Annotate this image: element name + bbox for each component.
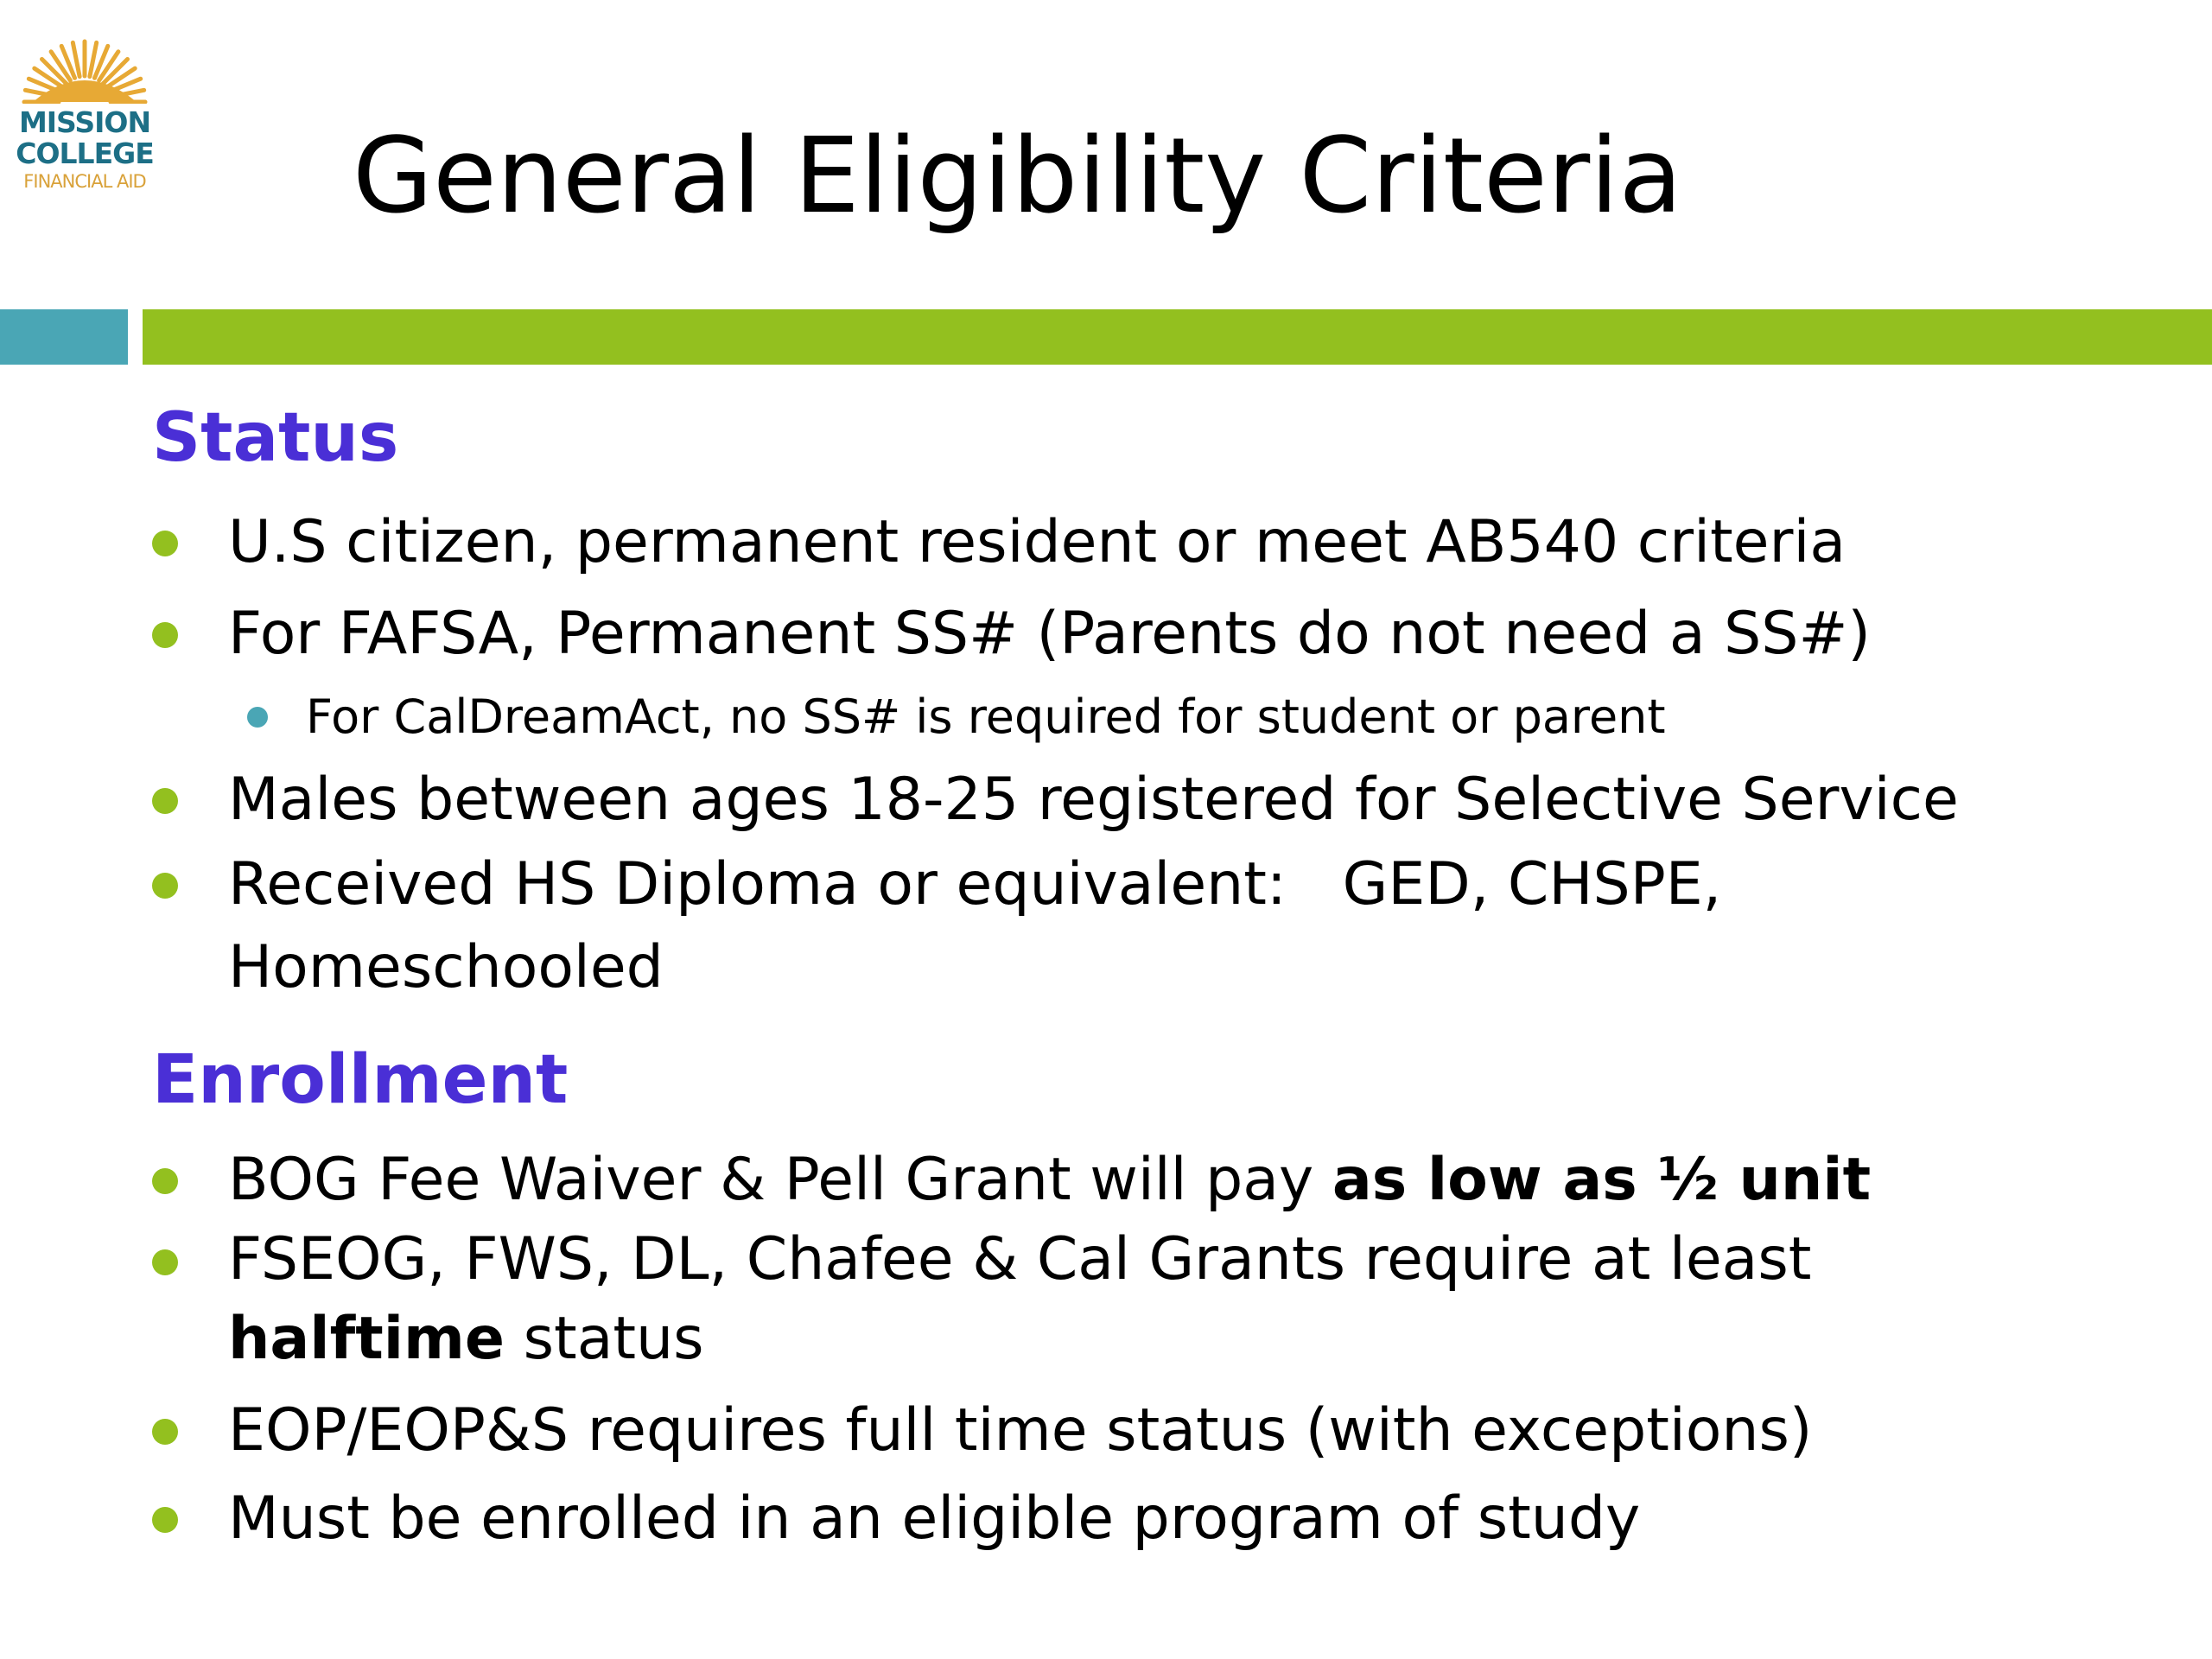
- status-item-citizenship: U.S citizen, permanent resident or meet AB540 criteria: [228, 501, 1846, 584]
- sunburst-icon: [16, 35, 154, 104]
- diploma-line-1: Received HS Diploma or equivalent: GED, CHSPE,: [228, 850, 1722, 918]
- fseog-bold-text: halftime: [228, 1305, 505, 1373]
- page-title: General Eligibility Criteria: [353, 117, 1683, 237]
- enrollment-item-eop: EOP/EOP&S requires full time status (with exceptions): [228, 1389, 1812, 1472]
- logo-line-mission: MISSION: [18, 105, 151, 139]
- accent-bar-green: [143, 309, 2212, 365]
- status-subitem-caldreamact: For CalDreamAct, no SS# is required for student or parent: [306, 683, 1666, 752]
- enrollment-item-bog-pell: [228, 1139, 1871, 1222]
- mission-college-logo: [16, 35, 154, 207]
- logo-line-college: COLLEGE: [16, 137, 154, 170]
- enrollment-item-program: Must be enrolled in an eligible program of study: [228, 1478, 1640, 1560]
- bog-text: BOG Fee Waiver & Pell Grant will pay: [228, 1146, 1332, 1214]
- status-item-diploma: [228, 843, 1721, 1009]
- logo-line-financial-aid: FINANCIAL AID: [23, 171, 146, 192]
- enrollment-heading: Enrollment: [152, 1041, 569, 1119]
- diploma-line-2: Homeschooled: [228, 933, 664, 1001]
- status-item-selective-service: Males between ages 18-25 registered for Selective Service: [228, 759, 1959, 842]
- enrollment-item-fseog: [228, 1220, 1811, 1379]
- fseog-rest-text: status: [504, 1305, 704, 1373]
- status-item-fafsa-ssn: For FAFSA, Permanent SS# (Parents do not need a SS#): [228, 593, 1871, 676]
- status-heading: Status: [152, 399, 399, 477]
- fseog-line-1: FSEOG, FWS, DL, Chafee & Cal Grants require at least: [228, 1225, 1812, 1294]
- accent-bar-teal: [0, 309, 128, 365]
- bog-bold-text: as low as ½ unit: [1332, 1146, 1872, 1214]
